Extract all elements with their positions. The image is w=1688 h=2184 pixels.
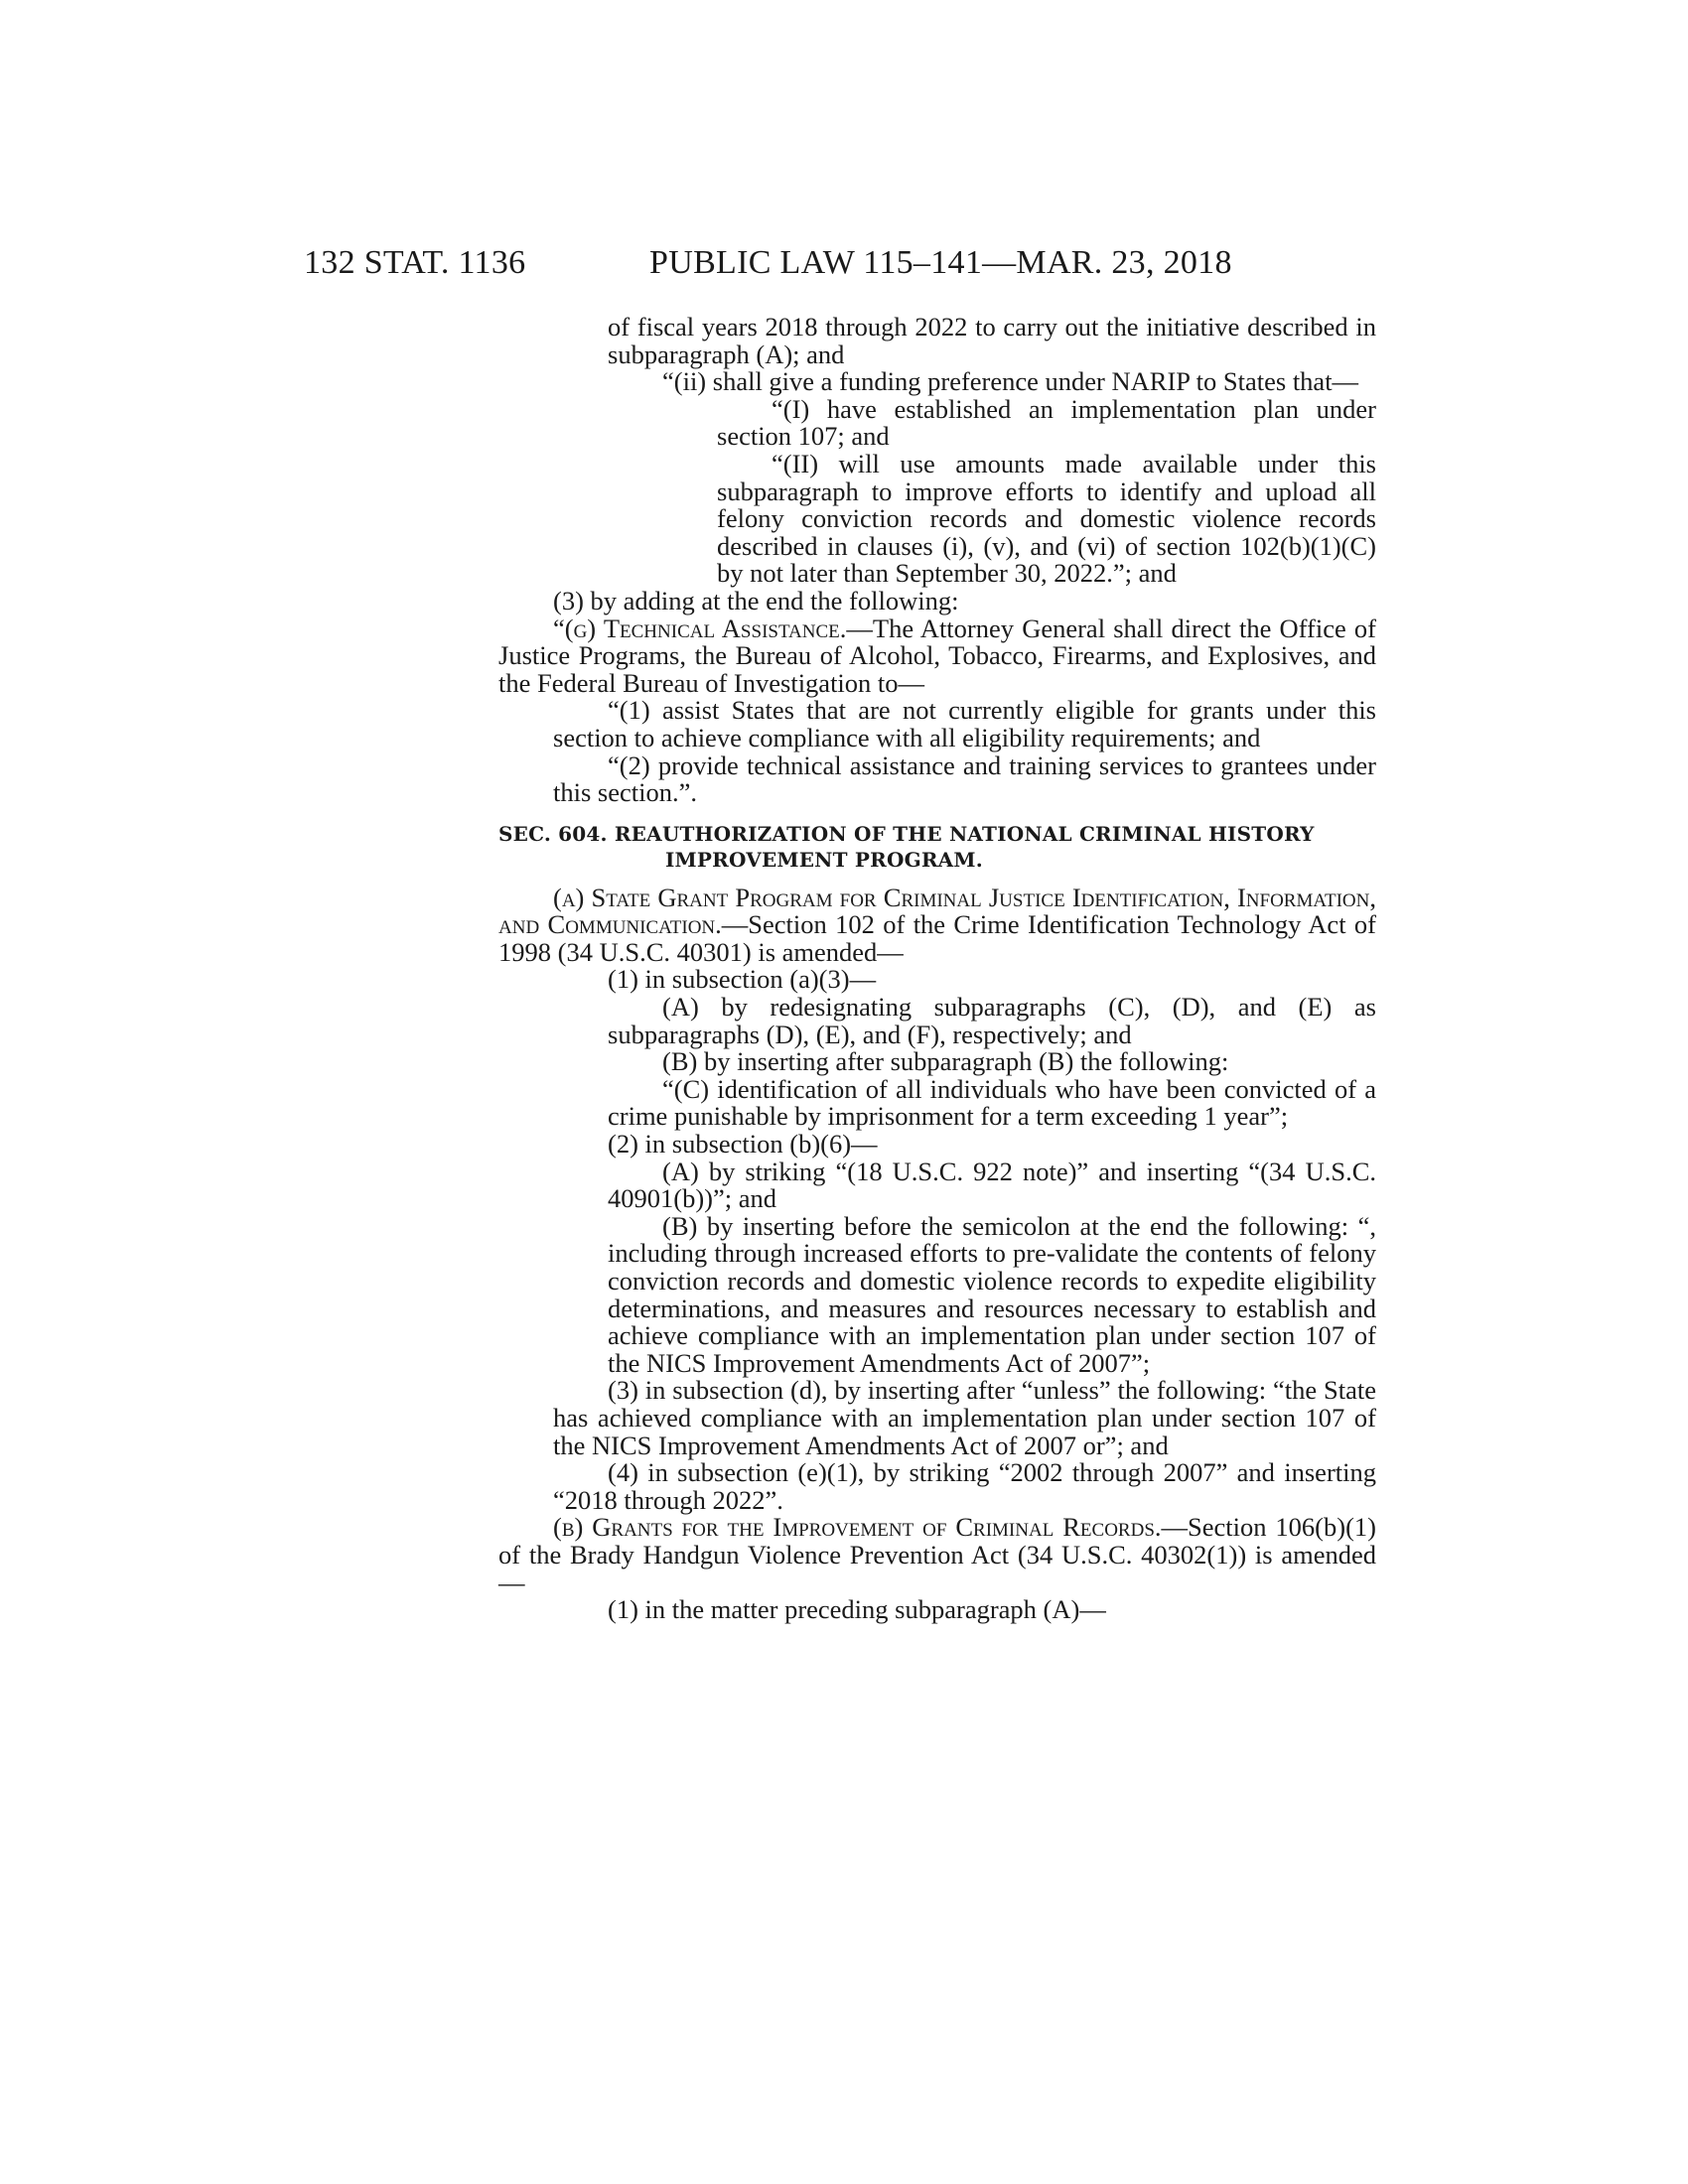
law-text-column bbox=[498, 314, 1376, 1624]
paragraph-a4: (4) in subsection (e)(1), by striking “2002 through 2007” and inserting “2018 through 2022”. bbox=[553, 1457, 1376, 1515]
subparagraph-a2B: (B) by inserting before the semicolon at the end the following: “, including through increased efforts to pre-validate the contents of felony conviction records and domestic violence records to expedite eligibility determinations, and measures and resources necessary to establish and achieve compliance with an implementation plan under section 107 of the NICS Improvement Amendments Act of 2007”; bbox=[608, 1210, 1376, 1378]
subsection-b-heading: (b) Grants for the Improvement of Criminal Records. bbox=[553, 1512, 1162, 1543]
quoted-subparagraph-C: “(C) identification of all individuals who have been convicted of a crime punishable by imprisonment for a term exceeding 1 year”; bbox=[608, 1073, 1376, 1132]
subsection-b-text: —Section 106(b)(1) of the Brady Handgun Violence Prevention Act (34 U.S.C. 40302(1)) is amended— bbox=[498, 1512, 1376, 1597]
amendment-item-3: (3) by adding at the end the following: bbox=[553, 585, 959, 615]
subparagraph-a2A: (A) by striking “(18 U.S.C. 922 note)” and inserting “(34 U.S.C. 40901(b))”; and bbox=[608, 1156, 1376, 1214]
subclause-I: “(I) have established an implementation plan under section 107; and bbox=[717, 393, 1376, 452]
subparagraph-a1B: (B) by inserting after subparagraph (B) the following: bbox=[662, 1046, 1229, 1077]
subsection-g-heading: “(g) Technical Assistance. bbox=[553, 613, 847, 643]
paragraph-continuation: of fiscal years 2018 through 2022 to carry out the initiative described in subparagraph (A); and bbox=[608, 312, 1376, 369]
clause-ii: “(ii) shall give a funding preference under NARIP to States that— bbox=[662, 366, 1359, 397]
subsection-a bbox=[498, 882, 1377, 967]
page-stat-reference: 132 STAT. 1136 bbox=[304, 244, 526, 281]
running-header-title: PUBLIC LAW 115–141—MAR. 23, 2018 bbox=[649, 244, 1232, 281]
section-heading: SEC. 604. REAUTHORIZATION OF THE NATIONAL CRIMINAL HISTORY IMPROVEMENT PROGRAM. bbox=[498, 821, 1315, 872]
subsection-b bbox=[498, 1514, 1376, 1596]
subsection-a-text: —Section 102 of the Crime Identification Technology Act of 1998 (34 U.S.C. 40301) is amended— bbox=[498, 909, 1377, 967]
paragraph-a3: (3) in subsection (d), by inserting after “unless” the following: “the State has achieved compliance with an implementation plan under section 107 of the NICS Improvement Amendments Act of 2007 or”; and bbox=[553, 1375, 1376, 1460]
subclause-II: “(II) will use amounts made available under this subparagraph to improve efforts to identify and upload all felony conviction records and domestic violence records described in clauses (i), (v), and (vi) of section 102(b)(1)(C) by not later than September 30, 2022.”; and bbox=[717, 448, 1376, 589]
paragraph-b1: (1) in the matter preceding subparagraph (A)— bbox=[608, 1594, 1106, 1625]
subsection-g-text: —The Attorney General shall direct the Office of Justice Programs, the Bureau of Alcohol, Tobacco, Firearms, and Explosives, and the Federal Bureau of Investigation to— bbox=[498, 613, 1376, 698]
subsection-g bbox=[498, 615, 1376, 698]
paragraph-g1: “(1) assist States that are not currently eligible for grants under this section to achieve compliance with all eligibility requirements; and bbox=[553, 695, 1376, 752]
subparagraph-a1A: (A) by redesignating subparagraphs (C), (D), and (E) as subparagraphs (D), (E), and (F), respectively; and bbox=[608, 992, 1376, 1049]
subsection-a-heading: (a) State Grant Program for Criminal Justice Identification, Information, and Communication. bbox=[498, 882, 1376, 940]
paragraph-g2: “(2) provide technical assistance and training services to grantees under this section.”. bbox=[553, 750, 1376, 808]
paragraph-a2: (2) in subsection (b)(6)— bbox=[608, 1129, 878, 1160]
paragraph-a1: (1) in subsection (a)(3)— bbox=[608, 964, 877, 995]
